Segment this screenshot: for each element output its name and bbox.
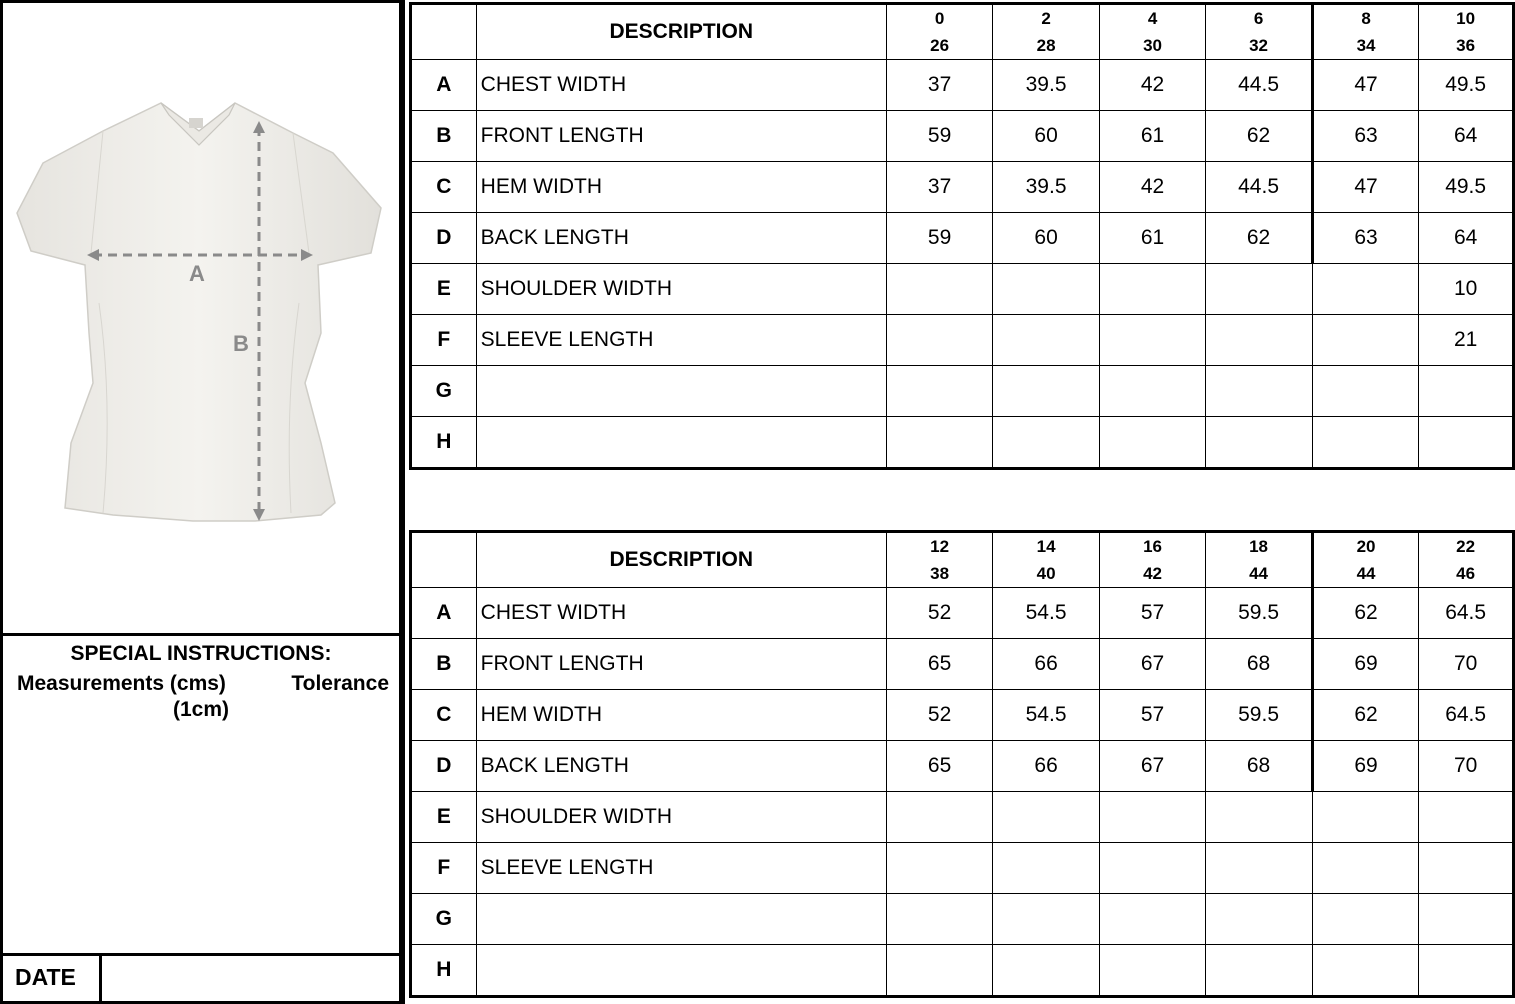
measurement-cell: 52 [886, 588, 992, 639]
size-header [1419, 532, 1514, 588]
measurement-cell [1099, 843, 1205, 894]
measurement-cell: 62 [1312, 690, 1418, 741]
row-code: G [411, 366, 477, 417]
table-row [411, 639, 1514, 690]
measurement-cell: 54.5 [993, 690, 1100, 741]
measurement-cell [1419, 417, 1514, 469]
size-eu: 44 [1356, 564, 1376, 583]
measurement-cell [1206, 366, 1313, 417]
row-code: H [411, 417, 477, 469]
size-header [1312, 532, 1418, 588]
table-row [411, 366, 1514, 417]
row-description: BACK LENGTH [476, 741, 886, 792]
measurement-cell: 49.5 [1419, 60, 1514, 111]
measurement-cell [993, 894, 1100, 945]
description-header: DESCRIPTION [476, 532, 886, 588]
size-us: 18 [1249, 537, 1269, 556]
table-row [411, 792, 1514, 843]
measurement-cell: 68 [1206, 741, 1313, 792]
size-us: 6 [1253, 9, 1264, 28]
size-header [886, 4, 992, 60]
table-row [411, 588, 1514, 639]
row-description: FRONT LENGTH [476, 111, 886, 162]
row-description: SHOULDER WIDTH [476, 264, 886, 315]
label-b: B [233, 331, 249, 356]
measurement-cell [1312, 843, 1418, 894]
measurement-cell: 69 [1312, 639, 1418, 690]
measurement-cell [1419, 945, 1514, 997]
instructions-line [3, 672, 399, 696]
row-code: F [411, 843, 477, 894]
table-row [411, 111, 1514, 162]
size-eu: 46 [1456, 564, 1476, 583]
size-header [1312, 4, 1418, 60]
row-code: C [411, 690, 477, 741]
size-header [1206, 4, 1313, 60]
measurement-cell: 42 [1099, 162, 1205, 213]
measurement-cell [1419, 792, 1514, 843]
measurement-cell [886, 366, 992, 417]
measurement-cell: 59 [886, 111, 992, 162]
size-us: 10 [1456, 9, 1476, 28]
table-row [411, 843, 1514, 894]
date-field[interactable] [102, 953, 399, 1001]
row-description: SHOULDER WIDTH [476, 792, 886, 843]
measurement-cell: 64 [1419, 213, 1514, 264]
measurement-cell [1099, 315, 1205, 366]
size-us: 22 [1456, 537, 1476, 556]
table-row [411, 213, 1514, 264]
table-row [411, 741, 1514, 792]
measurement-cell [886, 792, 992, 843]
measurement-cell: 67 [1099, 741, 1205, 792]
date-label: DATE [3, 953, 102, 1001]
table-row [411, 162, 1514, 213]
row-description: SLEEVE LENGTH [476, 843, 886, 894]
size-header [993, 532, 1100, 588]
row-code: G [411, 894, 477, 945]
row-description: HEM WIDTH [476, 690, 886, 741]
size-eu: 30 [1143, 36, 1163, 55]
size-us: 14 [1036, 537, 1056, 556]
measurement-cell: 61 [1099, 213, 1205, 264]
measurement-cell: 62 [1312, 588, 1418, 639]
measurement-cell [1419, 894, 1514, 945]
measurement-cell [1099, 264, 1205, 315]
row-description [476, 894, 886, 945]
size-header [886, 532, 992, 588]
table-row [411, 60, 1514, 111]
measurement-cell: 66 [993, 741, 1100, 792]
measurement-cell: 68 [1206, 639, 1313, 690]
measurement-cell: 47 [1312, 162, 1418, 213]
measurement-cell [993, 792, 1100, 843]
measurement-cell: 63 [1312, 213, 1418, 264]
table-row [411, 417, 1514, 469]
measurement-cell [1206, 894, 1313, 945]
row-code: A [411, 60, 477, 111]
size-header [1099, 4, 1205, 60]
measurement-cell: 61 [1099, 111, 1205, 162]
row-description: FRONT LENGTH [476, 639, 886, 690]
measurement-cell: 42 [1099, 60, 1205, 111]
row-description: HEM WIDTH [476, 162, 886, 213]
measurement-cell: 65 [886, 741, 992, 792]
row-code: C [411, 162, 477, 213]
tolerance-label: Tolerance [291, 672, 389, 695]
measurement-cell [1099, 792, 1205, 843]
measurement-cell: 59 [886, 213, 992, 264]
header-blank-cell [411, 4, 477, 60]
measurement-cell: 59.5 [1206, 690, 1313, 741]
measurement-cell: 57 [1099, 588, 1205, 639]
row-description: BACK LENGTH [476, 213, 886, 264]
header-blank-cell [411, 532, 477, 588]
measurement-cell: 69 [1312, 741, 1418, 792]
measurement-cell [886, 894, 992, 945]
measurement-cell [886, 417, 992, 469]
measurement-cell: 63 [1312, 111, 1418, 162]
measurement-cell [1312, 417, 1418, 469]
measurement-cell: 37 [886, 162, 992, 213]
size-us: 8 [1361, 9, 1371, 28]
size-eu: 26 [930, 36, 950, 55]
size-us: 0 [934, 9, 945, 28]
row-code: E [411, 264, 477, 315]
measurement-cell: 37 [886, 60, 992, 111]
row-description [476, 366, 886, 417]
measurement-cell: 21 [1419, 315, 1514, 366]
measurement-cell [1206, 945, 1313, 997]
header-row [411, 4, 1514, 60]
measurement-cell [1312, 366, 1418, 417]
tolerance-value: (1cm) [172, 698, 230, 721]
measurement-cell [886, 315, 992, 366]
measurement-cell: 47 [1312, 60, 1418, 111]
garment-image-box [0, 0, 402, 636]
left-panel [0, 0, 402, 1004]
size-us: 16 [1143, 537, 1163, 556]
measurement-cell: 70 [1419, 639, 1514, 690]
row-code: E [411, 792, 477, 843]
measurements-label: Measurements (cms) [17, 672, 226, 695]
size-eu: 42 [1143, 564, 1163, 583]
measurement-cell: 59.5 [1206, 588, 1313, 639]
measurement-cell [1099, 417, 1205, 469]
size-eu: 40 [1036, 564, 1056, 583]
measurement-cell [1099, 894, 1205, 945]
table-row [411, 264, 1514, 315]
measurement-cell: 65 [886, 639, 992, 690]
size-us: 12 [930, 537, 950, 556]
description-header: DESCRIPTION [476, 4, 886, 60]
measurement-cell: 64.5 [1419, 588, 1514, 639]
measurement-cell [1206, 264, 1313, 315]
row-code: D [411, 213, 477, 264]
size-table-2 [409, 530, 1515, 998]
measurement-cell: 10 [1419, 264, 1514, 315]
row-code: H [411, 945, 477, 997]
measurement-cell: 64.5 [1419, 690, 1514, 741]
measurement-cell [1206, 315, 1313, 366]
measurement-cell [886, 843, 992, 894]
measurement-cell [1206, 792, 1313, 843]
row-description [476, 945, 886, 997]
measurement-cell [1099, 366, 1205, 417]
measurement-cell: 52 [886, 690, 992, 741]
measurement-cell [1419, 843, 1514, 894]
row-code: B [411, 111, 477, 162]
special-instructions-box [0, 633, 402, 956]
measurement-cell [993, 264, 1100, 315]
panel-divider [402, 0, 409, 1004]
size-header [993, 4, 1100, 60]
measurement-cell [1419, 366, 1514, 417]
measurement-cell: 60 [993, 111, 1100, 162]
header-row [411, 532, 1514, 588]
measurement-cell [1312, 315, 1418, 366]
measurement-cell: 60 [993, 213, 1100, 264]
size-eu: 36 [1456, 36, 1476, 55]
measurement-cell [1312, 945, 1418, 997]
measurement-cell [993, 945, 1100, 997]
measurement-cell: 64 [1419, 111, 1514, 162]
size-eu: 38 [930, 564, 950, 583]
measurement-cell: 49.5 [1419, 162, 1514, 213]
measurement-cell [993, 417, 1100, 469]
measurement-cell: 62 [1206, 213, 1313, 264]
row-description: CHEST WIDTH [476, 60, 886, 111]
size-us: 4 [1147, 9, 1158, 28]
row-description: SLEEVE LENGTH [476, 315, 886, 366]
size-eu: 32 [1249, 36, 1269, 55]
table-row [411, 945, 1514, 997]
measurement-cell: 70 [1419, 741, 1514, 792]
measurement-cell [993, 315, 1100, 366]
measurement-cell: 44.5 [1206, 60, 1313, 111]
measurement-cell: 67 [1099, 639, 1205, 690]
measurement-cell: 57 [1099, 690, 1205, 741]
date-row [0, 953, 402, 1004]
measurement-cell [1099, 945, 1205, 997]
size-eu: 44 [1249, 564, 1269, 583]
measurement-cell [1312, 792, 1418, 843]
special-instructions-title: SPECIAL INSTRUCTIONS: [70, 642, 332, 665]
measurement-cell: 39.5 [993, 60, 1100, 111]
size-us: 20 [1356, 537, 1376, 556]
row-code: D [411, 741, 477, 792]
size-header [1206, 532, 1313, 588]
size-header [1099, 532, 1205, 588]
size-eu: 34 [1356, 36, 1376, 55]
size-header [1419, 4, 1514, 60]
size-table-1 [409, 2, 1515, 470]
table-row [411, 894, 1514, 945]
row-code: B [411, 639, 477, 690]
measurement-cell: 62 [1206, 111, 1313, 162]
measurement-cell [1312, 894, 1418, 945]
row-description: CHEST WIDTH [476, 588, 886, 639]
measurement-cell: 54.5 [993, 588, 1100, 639]
measurement-cell [1206, 417, 1313, 469]
tshirt-outline [17, 103, 381, 521]
row-code: F [411, 315, 477, 366]
garment-sketch [3, 3, 399, 636]
measurement-cell [993, 843, 1100, 894]
table-row [411, 315, 1514, 366]
row-description [476, 417, 886, 469]
measurement-cell: 44.5 [1206, 162, 1313, 213]
label-a: A [189, 261, 205, 286]
measurement-cell [1206, 843, 1313, 894]
measurement-cell [886, 945, 992, 997]
size-eu: 28 [1036, 36, 1056, 55]
size-us: 2 [1041, 9, 1051, 28]
measurement-cell [1312, 264, 1418, 315]
table-row [411, 690, 1514, 741]
measurement-cell: 66 [993, 639, 1100, 690]
row-code: A [411, 588, 477, 639]
measurement-cell: 39.5 [993, 162, 1100, 213]
measurement-cell [886, 264, 992, 315]
measurement-cell [993, 366, 1100, 417]
